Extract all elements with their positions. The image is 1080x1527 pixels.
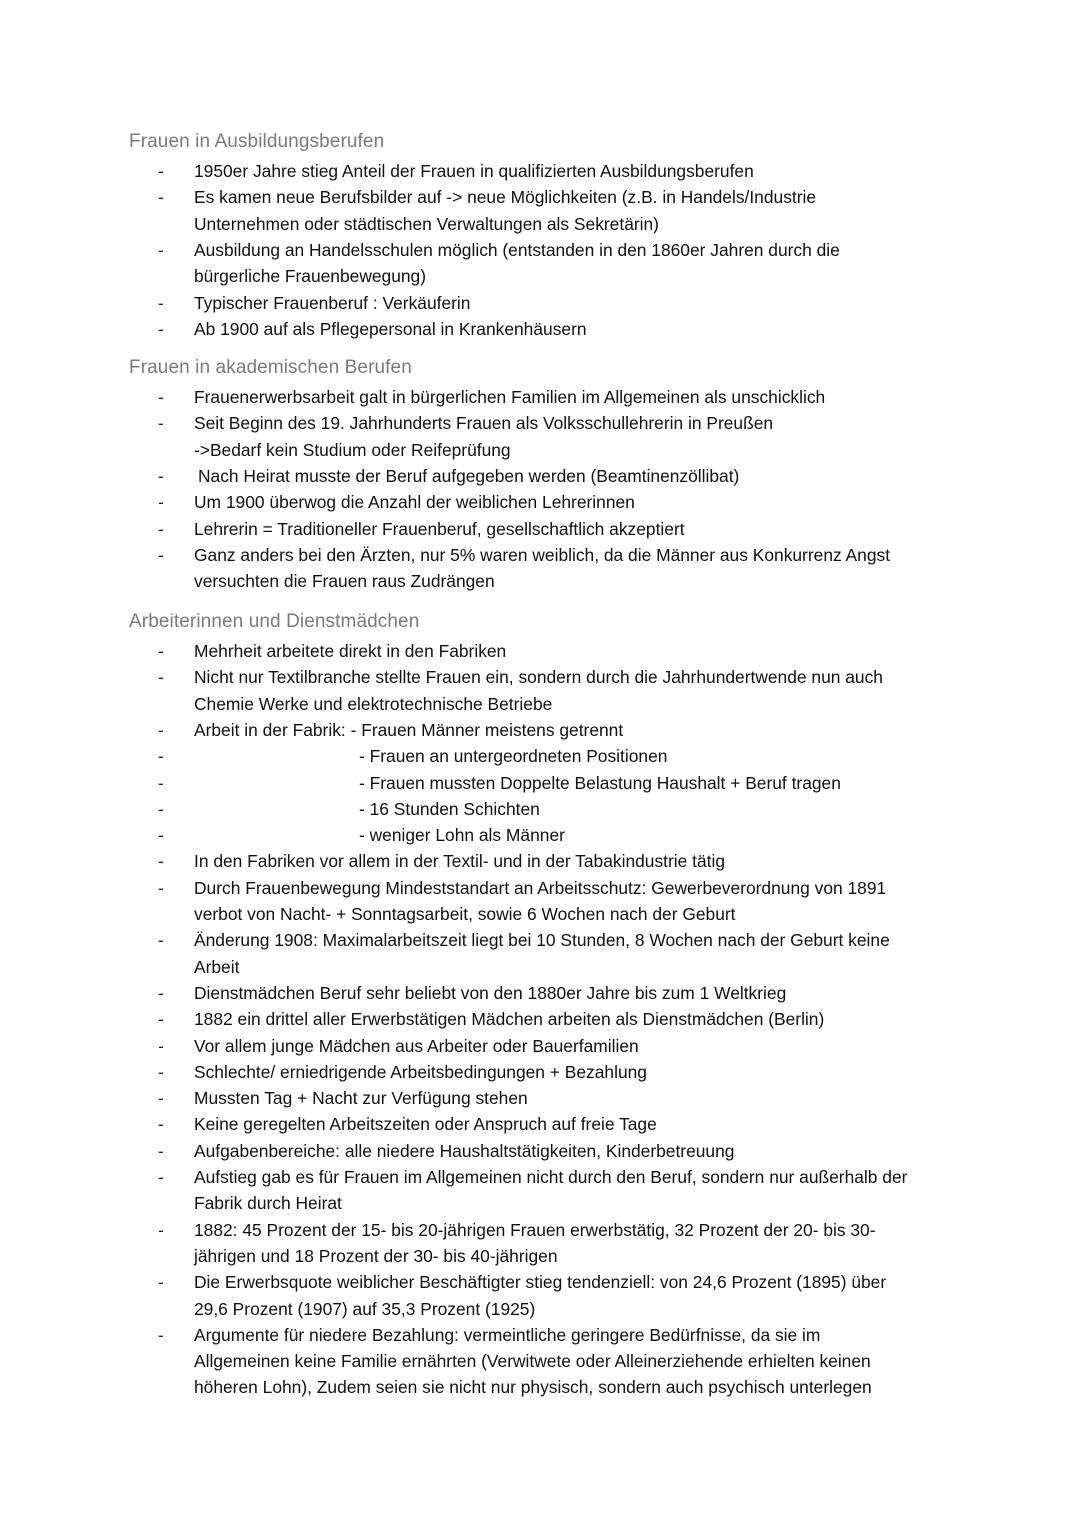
bullet-text: verbot von Nacht- + Sonntagsarbeit, sowie 6 Wochen nach der Geburt: [194, 904, 736, 924]
bullet-line: [0, 211, 1080, 237]
bullet-dash: -: [158, 798, 164, 819]
bullet-text: Vor allem junge Mädchen aus Arbeiter oder Bauerfamilien: [194, 1035, 639, 1056]
bullet-text: Durch Frauenbewegung Mindeststandart an Arbeitsschutz: Gewerbeverordnung von 1891: [194, 877, 887, 898]
bullet-dash: -: [158, 1324, 164, 1345]
bullet-dash: -: [158, 1088, 164, 1109]
bullet-line: [0, 980, 1080, 1006]
bullet-line: [0, 516, 1080, 542]
bullet-line: [0, 1164, 1080, 1190]
bullet-line: [0, 875, 1080, 901]
bullet-line: [0, 410, 1080, 436]
bullet-line: [0, 848, 1080, 874]
bullet-dash: -: [158, 825, 164, 846]
bullet-dash: -: [158, 930, 164, 951]
bullet-line: [0, 1269, 1080, 1295]
bullet-dash: -: [158, 413, 164, 434]
bullet-line: [0, 1006, 1080, 1032]
bullet-text: 1882: 45 Prozent der 15- bis 20-jährigen Frauen erwerbstätig, 32 Prozent der 20- bis 30-: [194, 1219, 876, 1240]
bullet-text: Mussten Tag + Nacht zur Verfügung stehen: [194, 1088, 528, 1109]
bullet-line: [0, 568, 1080, 594]
bullet-line: [0, 316, 1080, 342]
bullet-text: Dienstmädchen Beruf sehr beliebt von den 1880er Jahre bis zum 1 Weltkrieg: [194, 982, 787, 1003]
bullet-line: [0, 384, 1080, 410]
bullet-text: Ganz anders bei den Ärzten, nur 5% waren weiblich, da die Männer aus Konkurrenz Angst: [194, 544, 891, 565]
bullet-line: [0, 638, 1080, 664]
section-heading: Frauen in Ausbildungsberufen: [129, 131, 385, 152]
bullet-dash: -: [158, 877, 164, 898]
bullet-line: [0, 717, 1080, 743]
bullet-text: höheren Lohn), Zudem seien sie nicht nur physisch, sondern auch psychisch unterlegen: [194, 1377, 872, 1398]
bullet-line: [0, 822, 1080, 848]
bullet-text: 29,6 Prozent (1907) auf 35,3 Prozent (1925): [194, 1298, 536, 1319]
bullet-text: versuchten die Frauen raus Zudrängen: [194, 571, 495, 592]
bullet-text: 1950er Jahre stieg Anteil der Frauen in qualifizierten Ausbildungsberufen: [194, 161, 754, 181]
bullet-line: [0, 290, 1080, 316]
section-heading: Frauen in akademischen Berufen: [129, 357, 412, 378]
bullet-line: [0, 1190, 1080, 1216]
bullet-text: Arbeit in der Fabrik: - Frauen Männer meistens getrennt: [194, 719, 624, 740]
bullet-dash: -: [158, 1140, 164, 1161]
bullet-dash: -: [158, 492, 164, 513]
bullet-text: Nicht nur Textilbranche stellte Frauen ein, sondern durch die Jahrhundertwende nun auch: [194, 667, 883, 688]
bullet-text: Unternehmen oder städtischen Verwaltungen als Sekretärin): [194, 213, 659, 234]
bullet-dash: -: [158, 239, 164, 260]
bullet-text: Nach Heirat musste der Beruf aufgegeben werden (Beamtinenzöllibat): [198, 465, 740, 486]
bullet-line: [0, 954, 1080, 980]
bullet-text: Argumente für niedere Bezahlung: vermeintliche geringere Bedürfnisse, da sie im: [194, 1324, 821, 1345]
bullet-line: [0, 437, 1080, 463]
bullet-line: [0, 1374, 1080, 1400]
bullet-dash: -: [158, 772, 164, 793]
bullet-text: Mehrheit arbeitete direkt in den Fabriken: [194, 641, 507, 661]
bullet-text: Typischer Frauenberuf : Verkäuferin: [194, 292, 471, 313]
bullet-dash: -: [158, 1009, 164, 1030]
bullet-line: [0, 1138, 1080, 1164]
bullet-dash: -: [158, 746, 164, 767]
bullet-line: [0, 1111, 1080, 1137]
bullet-text: - Frauen mussten Doppelte Belastung Haushalt + Beruf tragen: [359, 772, 841, 793]
bullet-line: [0, 901, 1080, 927]
bullet-text: Chemie Werke und elektrotechnische Betriebe: [194, 693, 553, 714]
bullet-line: [0, 1059, 1080, 1085]
bullet-dash: -: [158, 851, 164, 872]
bullet-text: Arbeit: [194, 956, 240, 977]
bullet-line: [0, 1348, 1080, 1374]
bullet-text: Allgemeinen keine Familie ernährten (Verwitwete oder Alleinerziehende erhielten keinen: [194, 1351, 871, 1372]
bullet-text: - weniger Lohn als Männer: [359, 825, 565, 846]
bullet-dash: -: [158, 1035, 164, 1056]
bullet-text: Es kamen neue Berufsbilder auf -> neue Möglichkeiten (z.B. in Handels/Industrie: [194, 187, 817, 208]
bullet-line: [0, 691, 1080, 717]
bullet-line: [0, 542, 1080, 568]
bullet-dash: -: [158, 187, 164, 208]
bullet-text: Um 1900 überwog die Anzahl der weiblichen Lehrerinnen: [194, 492, 635, 513]
bullet-line: [0, 770, 1080, 796]
bullet-dash: -: [158, 387, 164, 407]
bullet-dash: -: [158, 1061, 164, 1082]
bullet-text: jährigen und 18 Prozent der 30- bis 40-jährigen: [194, 1245, 558, 1266]
bullet-line: [0, 664, 1080, 690]
bullet-dash: -: [158, 292, 164, 313]
bullet-text: bürgerliche Frauenbewegung): [194, 266, 427, 287]
bullet-dash: -: [158, 544, 164, 565]
bullet-text: - Frauen an untergeordneten Positionen: [359, 746, 668, 767]
bullet-line: [0, 1217, 1080, 1243]
bullet-line: [0, 237, 1080, 263]
bullet-text: ->Bedarf kein Studium oder Reifeprüfung: [194, 439, 511, 460]
bullet-text: Ab 1900 auf als Pflegepersonal in Krankenhäusern: [194, 318, 587, 339]
bullet-text: Die Erwerbsquote weiblicher Beschäftigter stieg tendenziell: von 24,6 Prozent (1895) über: [194, 1272, 887, 1293]
bullet-line: [0, 184, 1080, 210]
bullet-text: Keine geregelten Arbeitszeiten oder Anspruch auf freie Tage: [194, 1114, 657, 1135]
bullet-dash: -: [158, 719, 164, 740]
bullet-dash: -: [158, 318, 164, 339]
bullet-dash: -: [158, 518, 164, 539]
bullet-text: Lehrerin = Traditioneller Frauenberuf, gesellschaftlich akzeptiert: [194, 518, 685, 539]
bullet-line: [0, 489, 1080, 515]
bullet-text: Ausbildung an Handelsschulen möglich (entstanden in den 1860er Jahren durch die: [194, 239, 840, 260]
bullet-text: Aufstieg gab es für Frauen im Allgemeinen nicht durch den Beruf, sondern nur außerhalb der: [194, 1167, 908, 1187]
bullet-line: [0, 463, 1080, 489]
bullet-line: [0, 743, 1080, 769]
bullet-line: [0, 1243, 1080, 1269]
bullet-text: Aufgabenbereiche: alle niedere Haushaltstätigkeiten, Kinderbetreuung: [194, 1140, 735, 1161]
bullet-dash: -: [158, 1272, 164, 1293]
bullet-text: 1882 ein drittel aller Erwerbstätigen Mädchen arbeiten als Dienstmädchen (Berlin): [194, 1009, 825, 1030]
section-heading: Arbeiterinnen und Dienstmädchen: [129, 611, 420, 632]
bullet-text: Fabrik durch Heirat: [194, 1193, 342, 1214]
bullet-line: [0, 1033, 1080, 1059]
bullet-text: Seit Beginn des 19. Jahrhunderts Frauen als Volksschullehrerin in Preußen: [194, 413, 774, 434]
bullet-text: - 16 Stunden Schichten: [359, 798, 540, 819]
bullet-dash: -: [158, 667, 164, 688]
bullet-dash: -: [158, 161, 164, 181]
bullet-text: Änderung 1908: Maximalarbeitszeit liegt bei 10 Stunden, 8 Wochen nach der Geburt keine: [194, 930, 890, 951]
bullet-line: [0, 263, 1080, 289]
bullet-line: [0, 927, 1080, 953]
bullet-line: [0, 158, 1080, 184]
bullet-line: [0, 1085, 1080, 1111]
bullet-text: Frauenerwerbsarbeit galt in bürgerlichen Familien im Allgemeinen als unschicklich: [194, 387, 826, 407]
bullet-line: [0, 1296, 1080, 1322]
bullet-dash: -: [158, 1167, 164, 1187]
bullet-dash: -: [158, 641, 164, 661]
bullet-dash: -: [158, 465, 164, 486]
bullet-dash: -: [158, 982, 164, 1003]
bullet-dash: -: [158, 1219, 164, 1240]
bullet-line: [0, 1322, 1080, 1348]
bullet-line: [0, 796, 1080, 822]
bullet-dash: -: [158, 1114, 164, 1135]
bullet-text: Schlechte/ erniedrigende Arbeitsbedingungen + Bezahlung: [194, 1061, 647, 1082]
bullet-text: In den Fabriken vor allem in der Textil- und in der Tabakindustrie tätig: [194, 851, 726, 872]
